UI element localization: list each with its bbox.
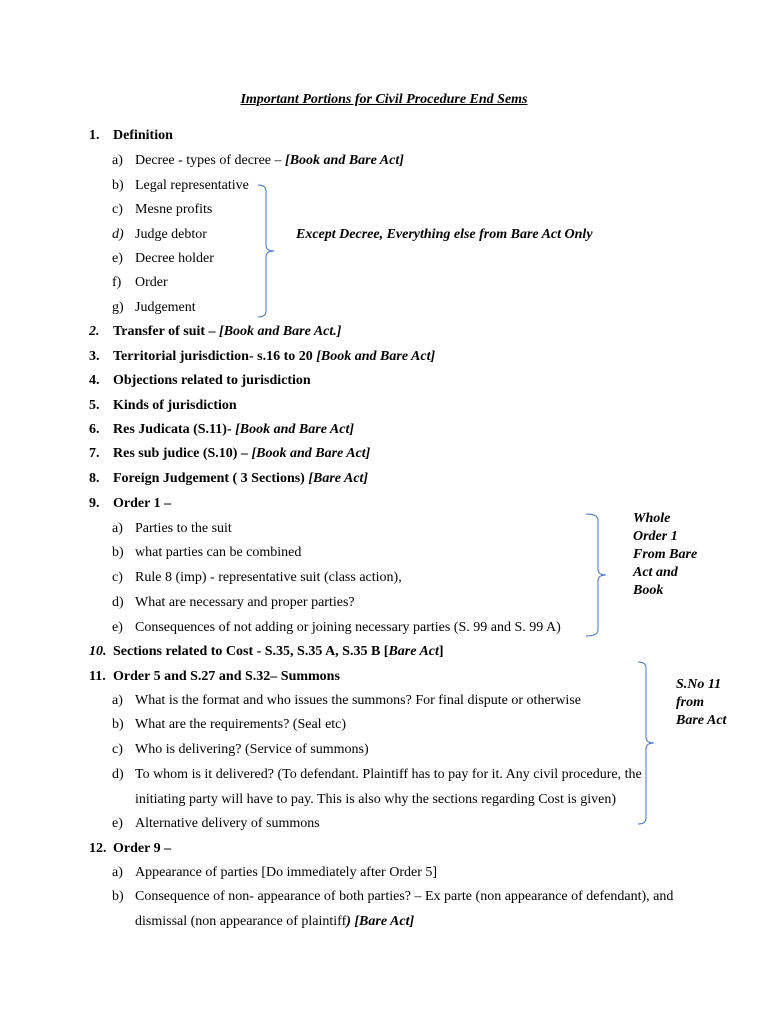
item-source: Bare Act [388,644,439,659]
item-text [113,445,370,463]
item-number: 8. [89,471,100,486]
order1-note-line: Whole [633,511,671,526]
item-number: 7. [89,446,100,461]
item-text-main: dismissal (non appearance of plaintiff [135,914,347,929]
item-text-close: ] [438,644,444,659]
item-text: Order 1 – [113,496,172,511]
item-letter: b) [112,889,124,904]
item-text: Consequence of non- appearance of both parties? – Ex parte (non appearance of defendant), and [135,889,674,904]
item-letter: e) [112,251,123,266]
item-text: Appearance of parties [Do immediately after Order 5] [135,865,438,880]
item-text: Rule 8 (imp) - representative suit (class action), [135,570,402,585]
item-letter: b) [112,717,124,732]
item-text-main: Transfer of suit – [113,324,220,339]
item-text-main: Decree - types of decree – [135,153,286,168]
item-text: what parties can be combined [135,545,302,560]
order1-note-line: Book [633,583,664,598]
item-number: 11. [89,669,106,684]
item-text: What is the format and who issues the summons? For final dispute or otherwise [135,693,581,708]
order5-note-line: Bare Act [676,713,727,728]
item-letter: d) [112,227,124,242]
item-text [113,643,444,661]
item-text: Alternative delivery of summons [135,816,320,831]
item-number: 2. [89,324,100,339]
item-number: 5. [89,398,100,413]
item-letter: c) [112,742,123,757]
item-source: [Book and Bare Act] [316,349,436,364]
item-text: Legal representative [135,178,249,193]
item-letter: f) [112,275,122,290]
item-number: 3. [89,349,100,364]
item-text: Judge debtor [135,227,207,242]
item-text [113,323,341,341]
item-text [113,421,354,439]
item-letter: a) [112,521,123,536]
order5-brace [636,660,660,826]
item-source: [Book and Bare Act.] [219,324,342,339]
item-text: Kinds of jurisdiction [113,398,237,413]
item-letter: e) [112,620,123,635]
item-number: 12. [89,841,107,856]
item-text: Order 9 – [113,841,172,856]
item-letter: e) [112,816,123,831]
item-text: Order [135,275,168,290]
item-text: Consequences of not adding or joining necessary parties (S. 99 and S. 99 A) [135,620,561,635]
item-letter: b) [112,545,124,560]
item-letter: b) [112,178,124,193]
order1-note-line: From Bare [633,547,698,562]
item-letter: c) [112,202,123,217]
item-number: 4. [89,373,100,388]
item-text-main: Res sub judice (S.10) – [113,446,252,461]
item-text [135,152,404,170]
order1-note [633,510,697,600]
item-number: 1. [89,128,100,143]
item-source: [Book and Bare Act] [285,153,404,168]
item-letter: a) [112,153,123,168]
item-number: 10. [89,644,107,659]
item-number: 6. [89,422,100,437]
order5-note [676,676,726,730]
item-source: [Book and Bare Act] [235,422,354,437]
item-text: Decree holder [135,251,214,266]
order1-note-line: Order 1 [633,529,678,544]
item-letter: g) [112,300,124,315]
item-text: To whom is it delivered? (To defendant. Plaintiff has to pay for it. Any civil procedure, the [135,767,642,782]
item-source: [Book and Bare Act] [251,446,371,461]
item-number: 9. [89,496,100,511]
item-text: Objections related to jurisdiction [113,373,311,388]
item-text: Order 5 and S.27 and S.32– Summons [113,669,340,684]
item-letter: a) [112,693,123,708]
item-text-main: Res Judicata (S.11)- [113,422,236,437]
item-text: What are the requirements? (Seal etc) [135,717,347,732]
item-letter: d) [112,767,124,782]
item-text-main: Territorial jurisdiction- s.16 to 20 [113,349,317,364]
order1-brace [584,512,612,638]
item-text: initiating party will have to pay. This is also why the sections regarding Cost is given) [135,792,616,807]
page-title: Important Portions for Civil Procedure End Sems [240,92,528,107]
item-text: Judgement [135,300,196,315]
definitions-note: Except Decree, Everything else from Bare Act Only [296,227,593,242]
item-letter: a) [112,865,123,880]
item-letter: d) [112,595,124,610]
item-text-main: Sections related to Cost - S.35, S.35 A, S.35 B [ [113,644,389,659]
definitions-brace [256,183,280,319]
item-text: What are necessary and proper parties? [135,595,355,610]
order1-note-line: Act and [633,565,678,580]
item-text-main: Foreign Judgement ( 3 Sections) [113,471,309,486]
item-text: Mesne profits [135,202,213,217]
order5-note-line: from [676,695,704,710]
item-text: Who is delivering? (Service of summons) [135,742,369,757]
order5-note-line: S.No 11 [676,677,722,692]
item-source: [Bare Act] [308,471,369,486]
item-letter: c) [112,570,123,585]
item-text: Parties to the suit [135,521,232,536]
item-text [135,913,414,931]
item-text [113,470,368,488]
item-text: Definition [113,128,173,143]
item-text [113,348,435,366]
item-source: ) [Bare Act] [346,914,415,929]
